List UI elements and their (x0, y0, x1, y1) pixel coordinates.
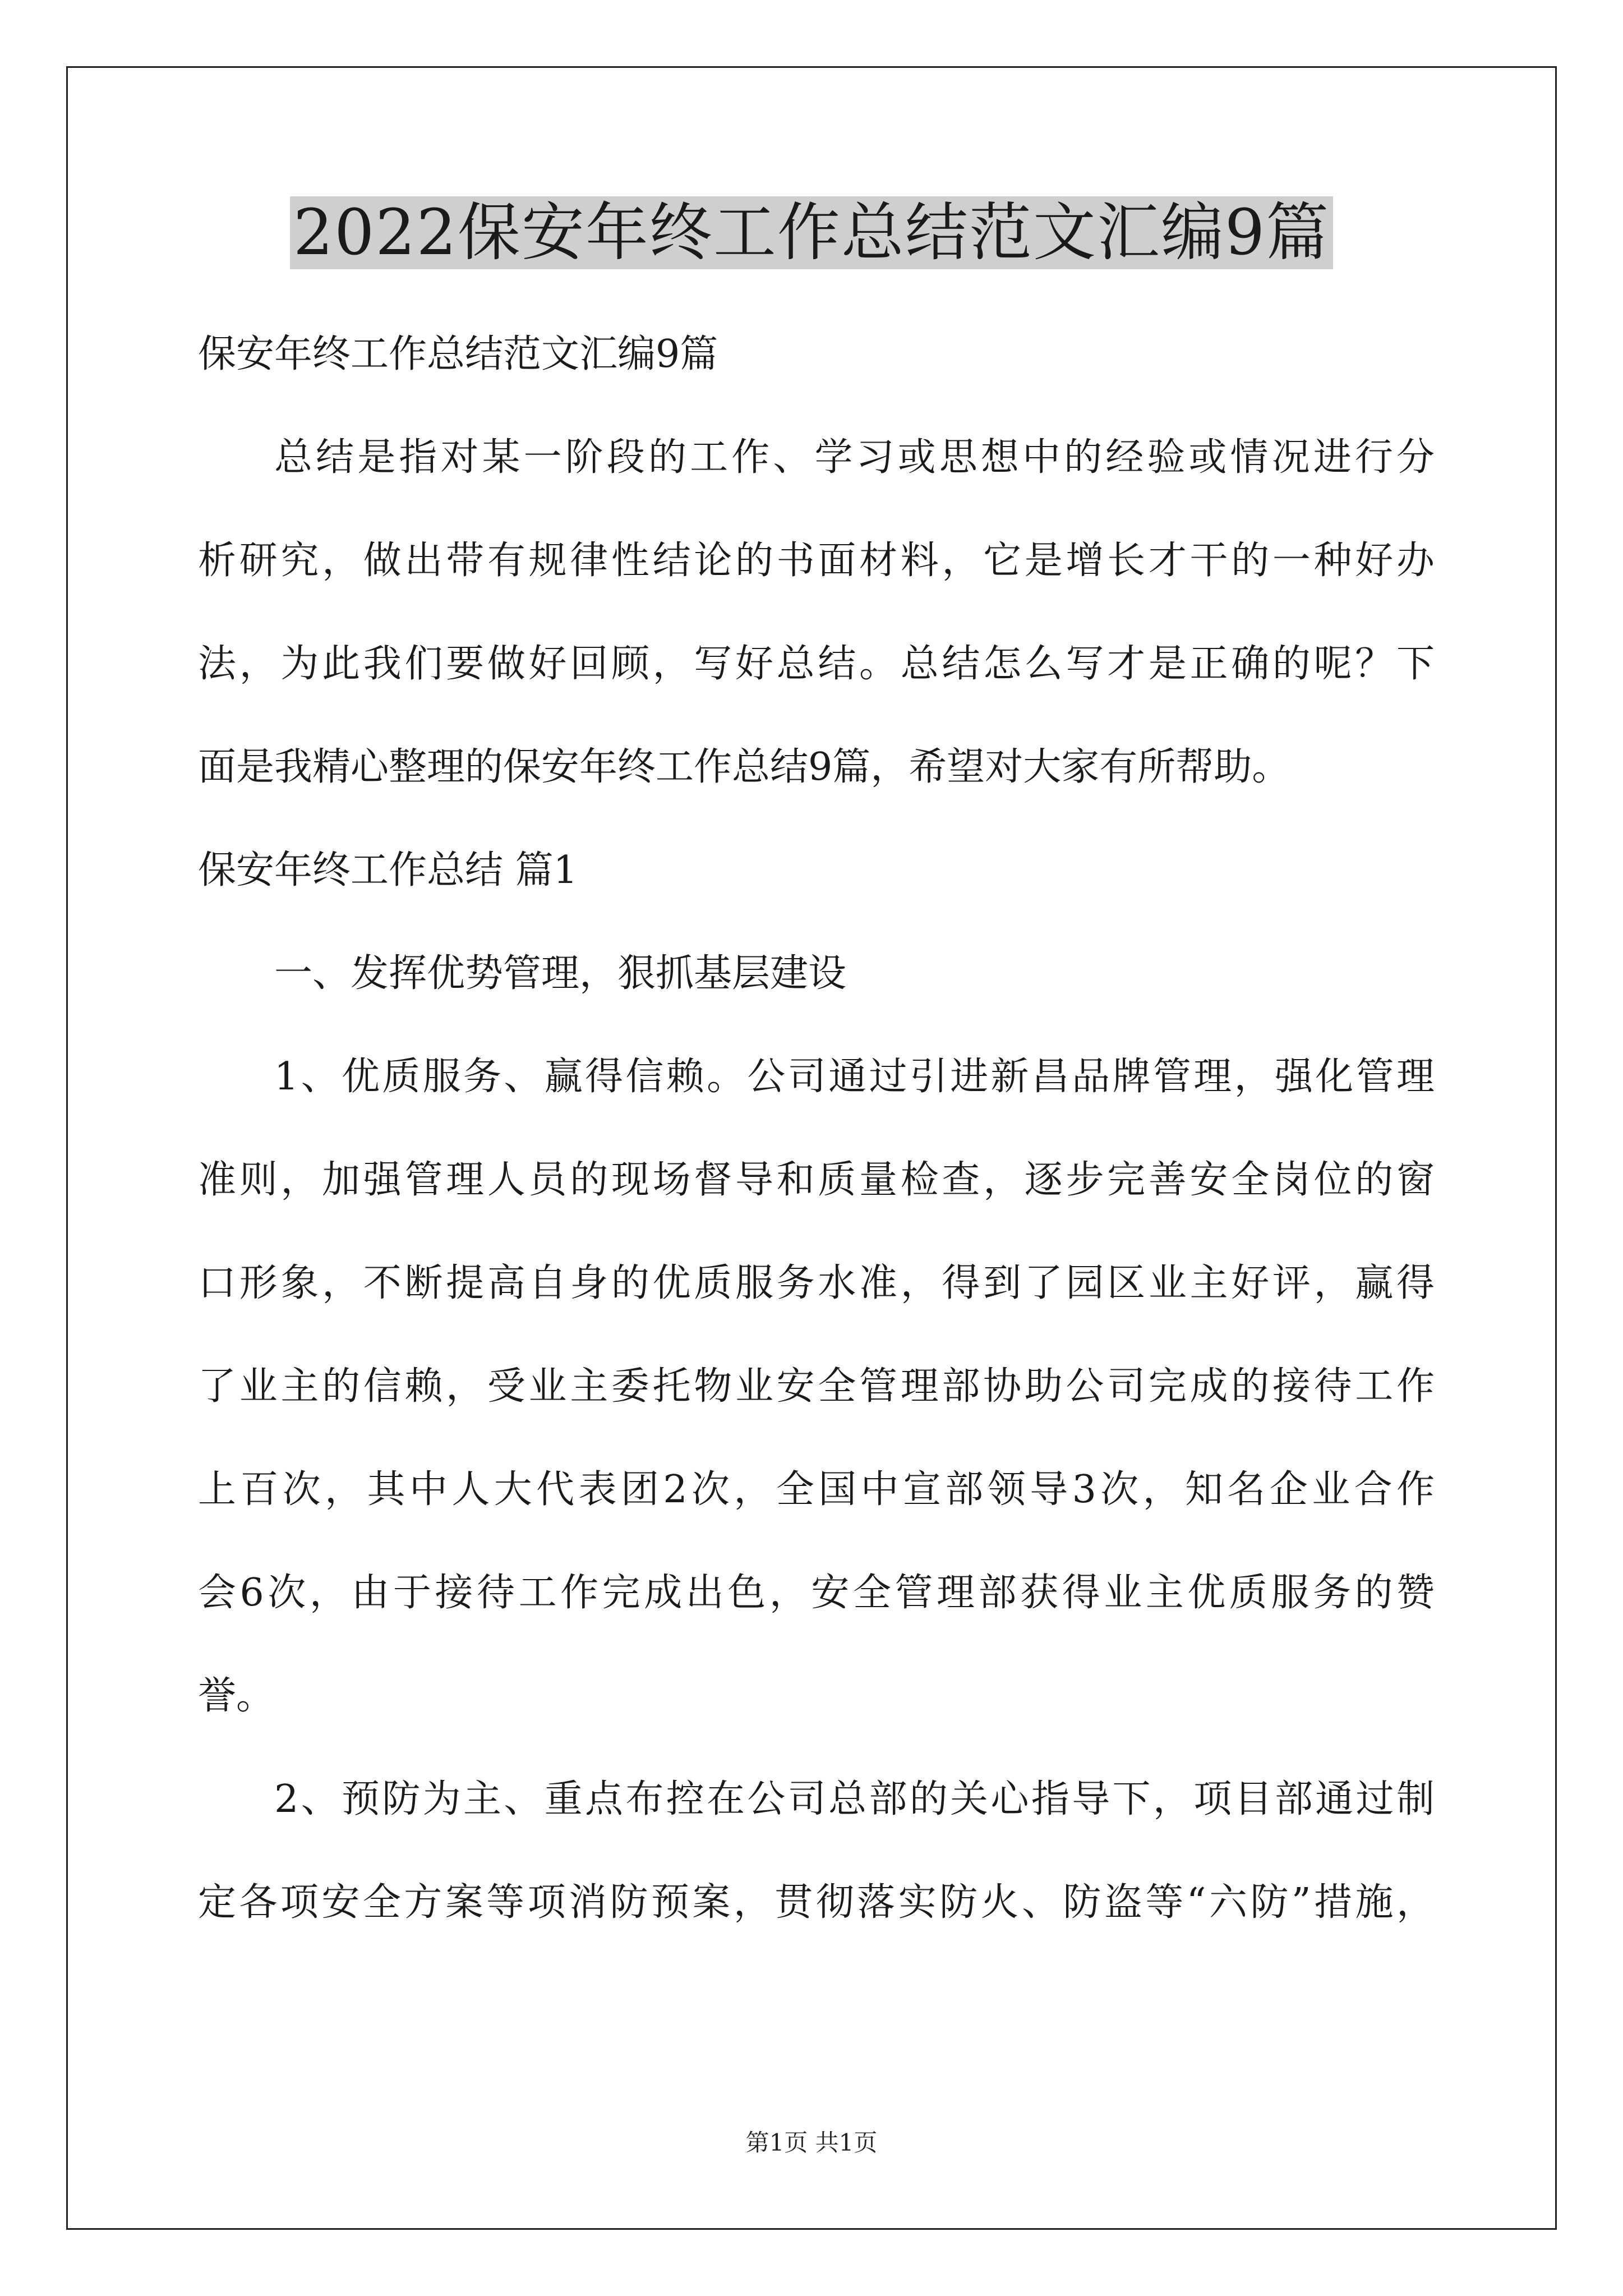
page-footer: 第1页 共1页 (745, 2129, 878, 2156)
paragraph-line: 了业主的信赖，受业主委托物业安全管理部协助公司完成的接待工作 (198, 1364, 1435, 1409)
section-heading: 保安年终工作总结 篇1 (198, 848, 578, 892)
document-body (198, 303, 1435, 1954)
subsection-heading: 一、发挥优势管理，狠抓基层建设 (274, 951, 847, 996)
paragraph-line: 1、优质服务、赢得信赖。公司通过引进新昌品牌管理，强化管理 (274, 1055, 1435, 1099)
paragraph-line: 口形象，不断提高自身的优质服务水准，得到了园区业主好评，赢得 (198, 1261, 1435, 1305)
document-title-text: 2022保安年终工作总结范文汇编9篇 (290, 196, 1333, 269)
paragraph-line: 总结是指对某一阶段的工作、学习或思想中的经验或情况进行分 (274, 435, 1435, 480)
paragraph-line: 准则，加强管理人员的现场督导和质量检查，逐步完善安全岗位的窗 (198, 1158, 1435, 1202)
paragraph-line: 誉。 (198, 1674, 275, 1718)
paragraph-line: 析研究，做出带有规律性结论的书面材料，它是增长才干的一种好办 (198, 539, 1435, 583)
paragraph-line: 法，为此我们要做好回顾，写好总结。总结怎么写才是正确的呢？下 (198, 642, 1435, 686)
subtitle-line: 保安年终工作总结范文汇编9篇 (198, 332, 718, 376)
document-title (0, 191, 1623, 275)
paragraph-line: 2、预防为主、重点布控在公司总部的关心指导下，项目部通过制 (274, 1777, 1435, 1821)
paragraph-line: 面是我精心整理的保安年终工作总结9篇，希望对大家有所帮助。 (198, 745, 1290, 789)
paragraph-line: 定各项安全方案等项消防预案，贯彻落实防火、防盗等“六防”措施， (198, 1880, 1435, 1925)
paragraph-line: 会6次，由于接待工作完成出色，安全管理部获得业主优质服务的赞 (198, 1571, 1435, 1615)
paragraph-line: 上百次，其中人大代表团2次，全国中宣部领导3次，知名企业合作 (198, 1467, 1435, 1512)
